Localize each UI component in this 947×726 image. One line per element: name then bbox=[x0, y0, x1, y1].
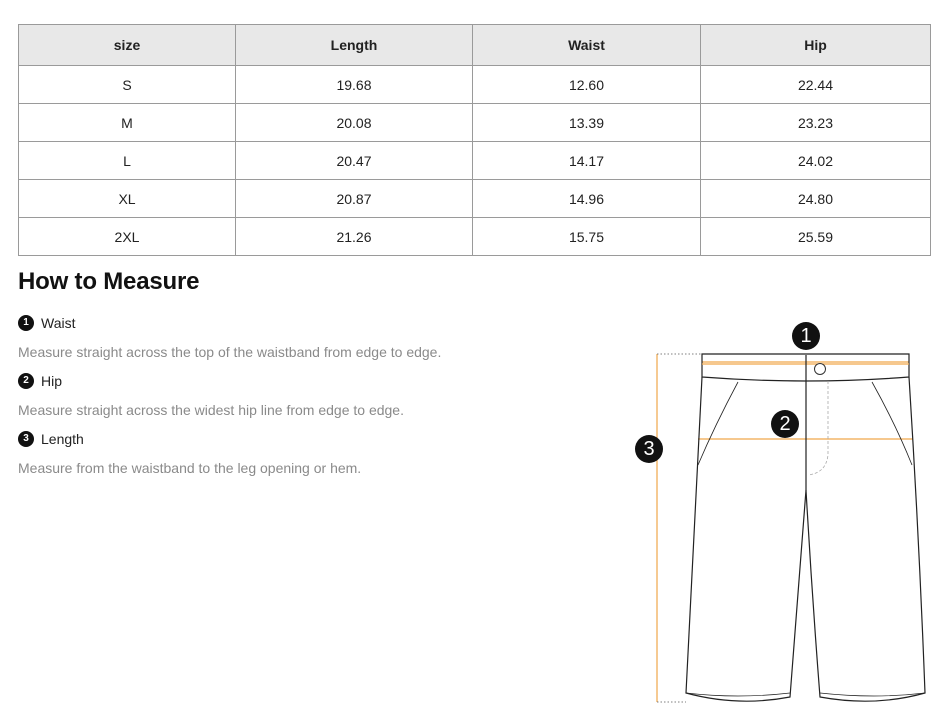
cell-hip: 22.44 bbox=[701, 66, 931, 104]
step-number-badge: 3 bbox=[18, 431, 34, 447]
cell-waist: 12.60 bbox=[473, 66, 701, 104]
cell-size: S bbox=[19, 66, 236, 104]
cell-hip: 24.80 bbox=[701, 180, 931, 218]
step-name: Hip bbox=[41, 373, 63, 389]
header-hip: Hip bbox=[701, 25, 931, 66]
cell-size: 2XL bbox=[19, 218, 236, 256]
shorts-measure-diagram bbox=[620, 315, 940, 710]
cell-hip: 24.02 bbox=[701, 142, 931, 180]
step-description: Measure from the waistband to the leg opening or hem. bbox=[18, 460, 362, 476]
cell-size: XL bbox=[19, 180, 236, 218]
fly-stitch bbox=[808, 381, 828, 475]
cell-waist: 14.96 bbox=[473, 180, 701, 218]
table-row bbox=[19, 142, 931, 180]
step-number-badge: 2 bbox=[18, 373, 34, 389]
cell-waist: 14.17 bbox=[473, 142, 701, 180]
cell-waist: 15.75 bbox=[473, 218, 701, 256]
marker-waist: 1 bbox=[792, 322, 820, 350]
step-description: Measure straight across the widest hip line from edge to edge. bbox=[18, 402, 404, 418]
cell-hip: 25.59 bbox=[701, 218, 931, 256]
shorts-outline bbox=[686, 354, 925, 701]
table-row bbox=[19, 218, 931, 256]
shorts-illustration bbox=[620, 315, 940, 710]
cell-length: 19.68 bbox=[236, 66, 473, 104]
header-length: Length bbox=[236, 25, 473, 66]
cell-length: 20.08 bbox=[236, 104, 473, 142]
cell-length: 21.26 bbox=[236, 218, 473, 256]
header-size: size bbox=[19, 25, 236, 66]
guide-title: How to Measure bbox=[18, 268, 200, 295]
table-row bbox=[19, 180, 931, 218]
step-description: Measure straight across the top of the waistband from edge to edge. bbox=[18, 344, 442, 360]
measure-step-waist bbox=[18, 314, 598, 360]
cell-hip: 23.23 bbox=[701, 104, 931, 142]
measure-step-length bbox=[18, 430, 598, 476]
cell-length: 20.47 bbox=[236, 142, 473, 180]
table-row bbox=[19, 66, 931, 104]
cell-size: L bbox=[19, 142, 236, 180]
measure-step-hip bbox=[18, 372, 598, 418]
step-number-badge: 1 bbox=[18, 315, 34, 331]
table-row bbox=[19, 104, 931, 142]
marker-hip: 2 bbox=[771, 410, 799, 438]
cell-waist: 13.39 bbox=[473, 104, 701, 142]
measure-lines bbox=[657, 354, 913, 702]
cell-length: 20.87 bbox=[236, 180, 473, 218]
length-guides bbox=[657, 354, 702, 702]
cell-size: M bbox=[19, 104, 236, 142]
marker-length: 3 bbox=[635, 435, 663, 463]
button-icon bbox=[815, 364, 826, 375]
step-name: Length bbox=[41, 431, 84, 447]
step-name: Waist bbox=[41, 315, 76, 331]
table-header-row bbox=[19, 25, 931, 66]
header-waist: Waist bbox=[473, 25, 701, 66]
size-chart-table bbox=[18, 24, 931, 256]
